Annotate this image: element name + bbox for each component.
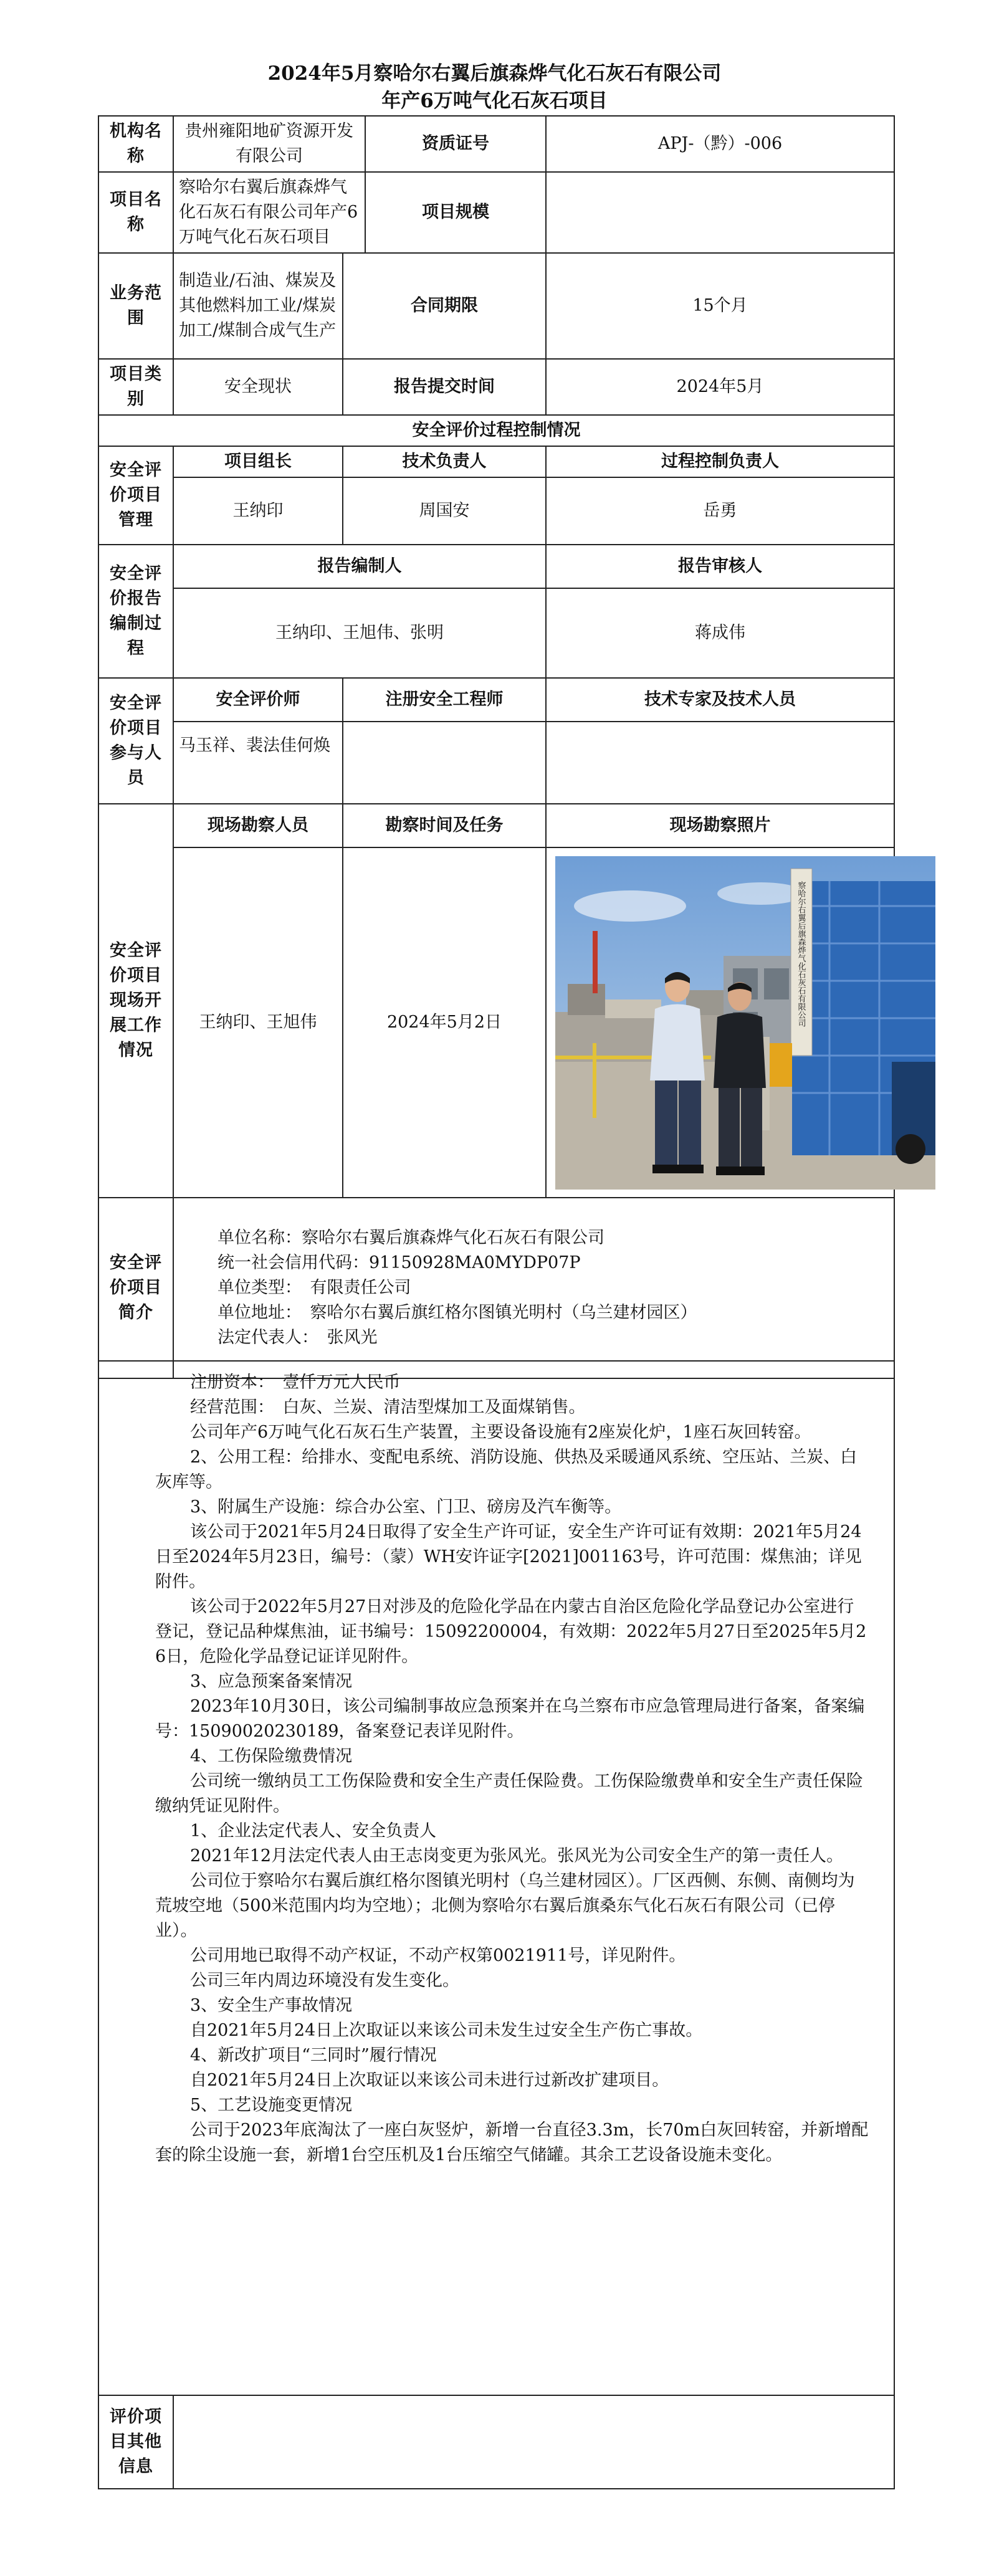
text-paragraph: 自2021年5月24日上次取证以来该公司未发生过安全生产伤亡事故。 [190,2021,703,2040]
intro-line: 法定代表人： 张风光 [217,1328,378,1347]
text-paragraph: 2021年12月法定代表人由王志岗变更为张风光。张风光为公司安全生产的第一责任人。 [190,1846,844,1866]
leader-value: 王纳印 [173,477,343,545]
engineer-value [343,722,546,804]
text-paragraph: 3、附属生产设施：综合办公室、门卫、磅房及汽车衡等。 [190,1497,622,1517]
leader-header: 项目组长 [173,446,343,477]
site-photo-illustration [555,856,935,1190]
project-label: 项目名称 [98,172,173,253]
site-time-header: 勘察时间及任务 [343,804,546,847]
period-label: 合同期限 [343,253,546,359]
site-staff-value: 王纳印、王旭伟 [173,847,343,1198]
scale-label: 项目规模 [365,172,546,253]
intro-content [173,1198,894,1378]
text-paragraph: 2023年10月30日，该公司编制事故应急预案并在乌兰察布市应急管理局进行备案，备案编号：15090020230189，备案登记表详见附件。 [155,1697,865,1741]
text-paragraph: 自2021年5月24日上次取证以来该公司未进行过新改扩建项目。 [190,2071,669,2090]
text-paragraph: 公司位于察哈尔右翼后旗红格尔图镇光明村（乌兰建材园区）。厂区西侧、东侧、南侧均为荒坡空地（500米范围内均为空地）；北侧为察哈尔右翼后旗桑东气化石灰石有限公司（已停业）。 [155,1871,855,1940]
intro-line: 统一社会信用代码：91150928MA0MYDP07P [217,1253,581,1272]
expert-value [546,722,894,804]
review-value: 蒋成伟 [546,588,894,678]
process-heading: 安全评价过程控制情况 [98,415,894,446]
other-info-label: 评价项目其他信息 [98,2395,173,2489]
control-header: 过程控制负责人 [546,446,894,477]
cert-label: 资质证号 [365,116,546,172]
period-value: 15个月 [546,253,894,359]
section-heading: 5、工艺设施变更情况 [190,2096,353,2115]
report-label: 安全评价报告编制过程 [98,545,173,678]
record-table [98,115,895,1379]
type-value: 安全现状 [173,359,343,415]
text-paragraph: 公司统一缴纳员工工伤保险费和安全生产责任保险费。工伤保险缴费单和安全生产责任保险缴纳凭证见附件。 [155,1772,863,1816]
evaluator-value: 马玉祥、裴法佳何焕 [173,722,343,804]
intro-line: 单位地址： 察哈尔右翼后旗红格尔图镇光明村（乌兰建材园区） [217,1303,697,1322]
text-paragraph: 该公司于2021年5月24日取得了安全生产许可证，安全生产许可证有效期：2021年5月24日至2024年5月23日，编号：（蒙）WH安许证字[2021]001163号，许可范围：煤焦油；详见附件。 [155,1522,862,1591]
intro-line: 单位名称：察哈尔右翼后旗森烨气化石灰石有限公司 [217,1228,604,1247]
text-line: 注册资本： 壹仟万元人民币 [190,1373,401,1392]
other-info-value [173,2395,894,2489]
intro-continued [98,1361,894,2395]
scale-value [546,172,894,253]
submit-label: 报告提交时间 [343,359,546,415]
continuation-table [98,1360,895,2489]
review-header: 报告审核人 [546,545,894,588]
site-staff-header: 现场勘察人员 [173,804,343,847]
text-paragraph: 公司三年内周边环境没有发生变化。 [190,1971,459,1990]
site-photo-cell [546,847,894,1198]
text-paragraph: 公司于2023年底淘汰了一座白灰竖炉，新增一台直径3.3m，长70m白灰回转窑，并新增配套的除尘设施一套，新增1台空压机及1台压缩空气储罐。其余工艺设备设施未变化。 [155,2120,869,2165]
org-value: 贵州雍阳地矿资源开发有限公司 [173,116,365,172]
text-paragraph: 公司用地已取得不动产权证，不动产权第0021911号，详见附件。 [190,1946,686,1965]
staff-label: 安全评价项目参与人员 [98,678,173,804]
section-heading: 4、工伤保险缴费情况 [190,1747,353,1766]
expert-header: 技术专家及技术人员 [546,678,894,722]
section-heading: 3、安全生产事故情况 [190,1996,353,2015]
text-paragraph: 该公司于2022年5月27日对涉及的危险化学品在内蒙古自治区危险化学品登记办公室进行登记，登记品种煤焦油，证书编号：15092200004，有效期：2022年5月27日至2025年5月26日，危险化学品登记证详见附件。 [155,1597,867,1666]
intro-line: 单位类型： 有限责任公司 [217,1278,411,1297]
author-header: 报告编制人 [173,545,546,588]
author-value: 王纳印、王旭伟、张明 [173,588,546,678]
text-paragraph: 2、公用工程：给排水、变配电系统、消防设施、供热及采暖通风系统、空压站、兰炭、白灰库等。 [155,1448,858,1492]
scope-label: 业务范围 [98,253,173,359]
type-label: 项目类别 [98,359,173,415]
site-label: 安全评价项目现场开展工作情况 [98,804,173,1198]
intro-label: 安全评价项目简介 [98,1198,173,1378]
mgmt-label: 安全评价项目管理 [98,446,173,545]
document-title-line2: 年产6万吨气化石灰石项目 [381,90,608,112]
engineer-header: 注册安全工程师 [343,678,546,722]
sign-text: 察哈尔右翼后旗森烨气化石灰石有限公司 [796,880,806,1027]
tech-value: 周国安 [343,477,546,545]
section-heading: 4、新改扩项目“三同时”履行情况 [190,2046,437,2065]
scope-value: 制造业/石油、煤炭及其他燃料加工业/煤炭加工/煤制合成气生产 [173,253,343,359]
submit-value: 2024年5月 [546,359,894,415]
site-time-value: 2024年5月2日 [343,847,546,1198]
site-photo [555,856,935,1190]
site-photo-header: 现场勘察照片 [546,804,894,847]
org-label: 机构名称 [98,116,173,172]
document-title-line1: 2024年5月察哈尔右翼后旗森烨气化石灰石有限公司 [267,62,722,85]
section-heading: 3、应急预案备案情况 [190,1672,353,1691]
tech-header: 技术负责人 [343,446,546,477]
cert-value: APJ-（黔）-006 [546,116,894,172]
text-paragraph: 公司年产6万吨气化石灰石生产装置，主要设备设施有2座炭化炉，1座石灰回转窑。 [190,1423,811,1442]
project-value: 察哈尔右翼后旗森烨气化石灰石有限公司年产6万吨气化石灰石项目 [173,172,365,253]
text-line: 经营范围： 白灰、兰炭、清洁型煤加工及面煤销售。 [190,1398,586,1417]
evaluator-header: 安全评价师 [173,678,343,722]
section-heading: 1、企业法定代表人、安全负责人 [190,1821,437,1841]
control-value: 岳勇 [546,477,894,545]
